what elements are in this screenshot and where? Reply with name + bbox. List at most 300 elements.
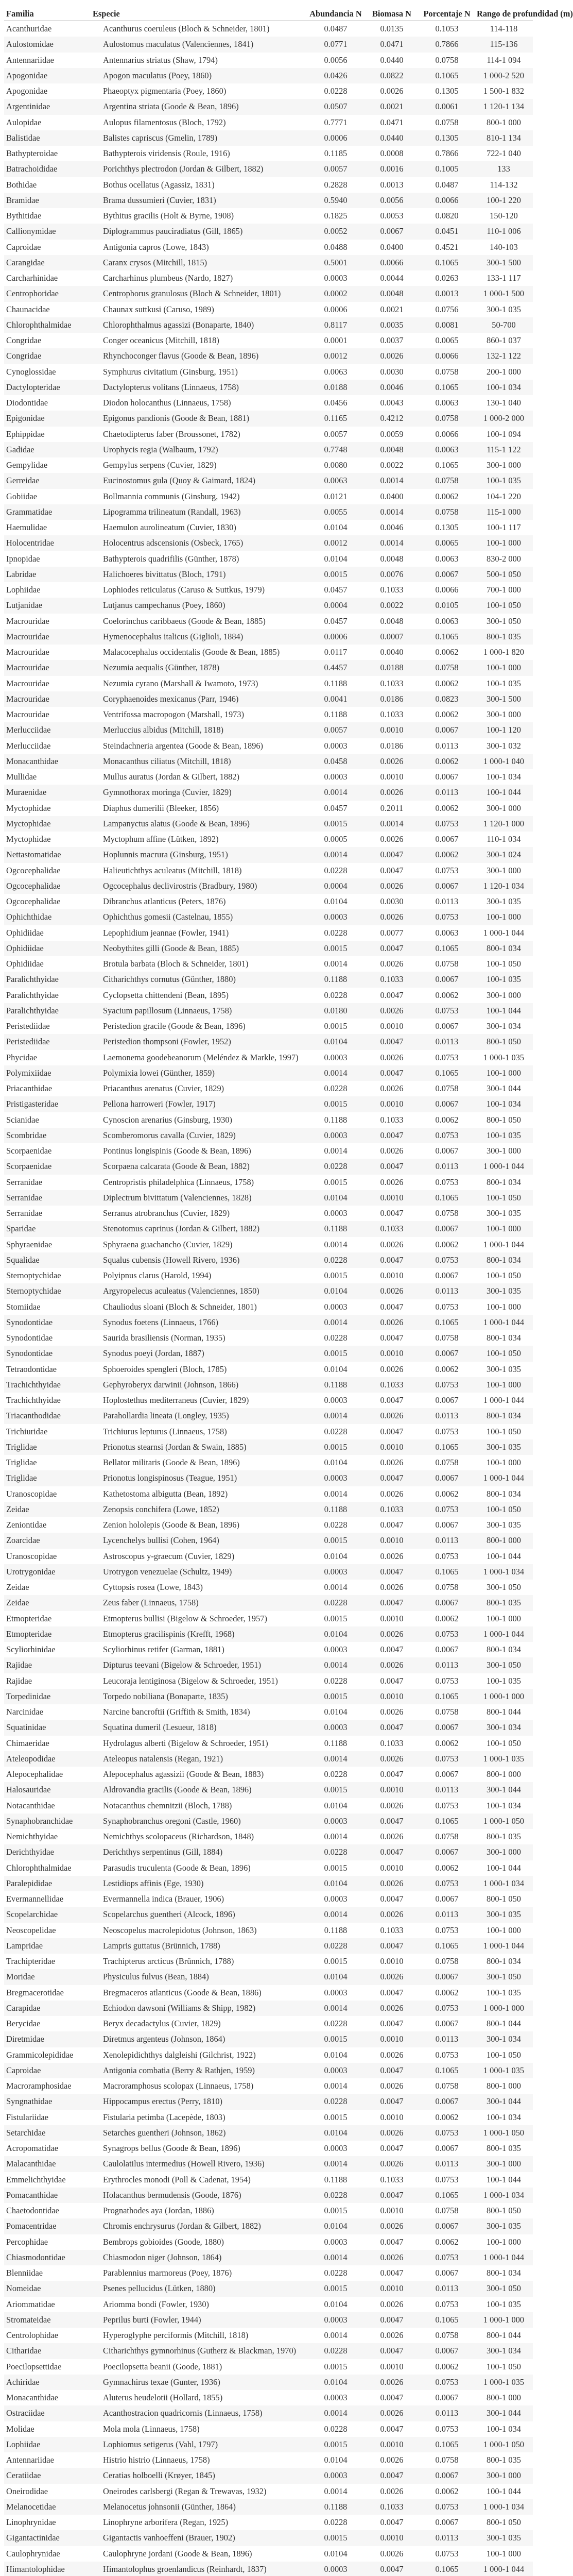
- percentage-cell: 0.1065: [419, 1564, 475, 1580]
- biomass-cell: 0.0047: [380, 2393, 404, 2403]
- species-cell: Dibranchus atlanticus (Peters, 1876): [103, 896, 226, 907]
- depth-range-cell: 100-1 034: [487, 772, 521, 782]
- abundance-cell: 0.1188: [307, 1221, 364, 1236]
- table-row: [4, 1720, 533, 1735]
- abundance-cell: 0.0015: [324, 1021, 348, 1031]
- species-cell: Fistularia petimba (Lacepède, 1803): [103, 2112, 225, 2122]
- abundance-cell: 0.0228: [324, 1333, 348, 1343]
- abundance-cell: 0.0015: [307, 2530, 364, 2546]
- family-cell: Gerreidae: [4, 473, 91, 488]
- depth-range-cell: 300-1 500: [475, 691, 533, 707]
- biomass-cell: 0.0047: [380, 2424, 404, 2434]
- biomass-cell: 0.0067: [364, 224, 419, 239]
- family-cell: Uranoscopidae: [6, 1551, 57, 1561]
- percentage-cell: 0.1065: [419, 380, 475, 395]
- species-cell: Gymnachirus texae (Gunter, 1936): [91, 2375, 307, 2390]
- percentage-cell: 0.0062: [435, 1364, 459, 1374]
- table-row: [4, 2328, 533, 2343]
- family-cell: Macrouridae: [6, 709, 49, 720]
- biomass-cell: 0.0822: [364, 68, 419, 83]
- percentage-cell: 0.0753: [435, 1426, 459, 1436]
- table-row: [4, 1938, 533, 1954]
- table-row: [4, 1159, 533, 1174]
- depth-range-cell: 1 000-2 520: [475, 68, 533, 83]
- depth-range-cell: 114-1 094: [487, 55, 521, 65]
- species-cell: Prognathodes aya (Jordan, 1886): [103, 2206, 214, 2216]
- abundance-cell: 0.0002: [307, 286, 364, 301]
- depth-range-cell: 500-1 050: [475, 567, 533, 582]
- species-cell: Cynoscion arenarius (Ginsburg, 1930): [103, 1114, 232, 1125]
- biomass-cell: 0.0047: [364, 1720, 419, 1735]
- percentage-cell: 0.0065: [419, 535, 475, 551]
- percentage-cell: 0.0081: [419, 317, 475, 333]
- depth-range-cell: 800-1 034: [487, 1645, 521, 1655]
- family-cell: Ipnopidae: [6, 553, 40, 564]
- depth-range-cell: 100-1 000: [475, 535, 533, 551]
- biomass-cell: 0.0014: [364, 473, 419, 488]
- family-cell: Berycidae: [6, 2019, 41, 2029]
- table-row: [4, 1814, 533, 1829]
- depth-range-cell: 300-1 000: [487, 709, 521, 720]
- table-row: [4, 1221, 533, 1236]
- family-cell: Macroramphosidae: [6, 2081, 72, 2091]
- table-row: [4, 1595, 533, 1611]
- biomass-cell: 0.0026: [364, 1283, 419, 1299]
- table-row: [4, 722, 533, 738]
- percentage-cell: 0.0062: [435, 803, 459, 813]
- table-row: [4, 2390, 533, 2405]
- table-row: [4, 1190, 533, 1206]
- percentage-cell: 0.0753: [435, 1551, 459, 1561]
- family-cell: Carcharhinidae: [6, 273, 58, 283]
- species-cell: Synodus poeyi (Jordan, 1887): [91, 1346, 307, 1361]
- percentage-cell: 0.1065: [419, 1689, 475, 1704]
- percentage-cell: 0.0067: [435, 1645, 459, 1655]
- percentage-cell: 0.1065: [419, 941, 475, 956]
- percentage-cell: 0.0105: [419, 598, 475, 613]
- abundance-cell: 0.0003: [307, 1470, 364, 1486]
- species-cell: Synodus foetens (Linnaeus, 1766): [91, 1315, 307, 1330]
- percentage-cell: 0.0063: [419, 442, 475, 457]
- family-cell: Bothidae: [6, 179, 37, 190]
- abundance-cell: 0.0104: [307, 1283, 364, 1299]
- species-cell: Oneirodes carlsbergi (Regan & Trewavas, 1932): [103, 2486, 267, 2496]
- species-cell: Histrio histrio (Linnaeus, 1758): [103, 2455, 210, 2465]
- abundance-cell: 0.0104: [307, 1190, 364, 1206]
- table-row: [4, 1549, 533, 1564]
- family-cell: Paralepididae: [4, 1876, 91, 1891]
- family-cell: Scorpaenidae: [6, 1146, 52, 1156]
- percentage-cell: 0.0113: [419, 1782, 475, 1798]
- abundance-cell: 0.0012: [307, 348, 364, 364]
- species-cell: Dactylopterus volitans (Linnaeus, 1758): [91, 380, 307, 395]
- biomass-cell: 0.0026: [364, 1907, 419, 1922]
- species-cell: Setarches guentheri (Johnson, 1862): [91, 2125, 307, 2141]
- family-cell: Fistulariidae: [6, 2112, 48, 2122]
- biomass-cell: 0.0026: [364, 2156, 419, 2172]
- table-row: [4, 1642, 533, 1657]
- family-cell: Dactylopteridae: [4, 380, 91, 395]
- percentage-cell: 0.0067: [419, 1346, 475, 1361]
- biomass-cell: 0.0010: [380, 772, 404, 782]
- abundance-cell: 0.0456: [324, 398, 348, 408]
- depth-range-cell: 800-1 034: [487, 1488, 521, 1499]
- table-row: [4, 1470, 533, 1486]
- percentage-cell: 0.0753: [435, 2548, 459, 2558]
- percentage-cell: 0.0067: [435, 1270, 459, 1281]
- species-cell: Hydrolagus alberti (Bigelow & Schroeder, 1951): [103, 1738, 268, 1748]
- biomass-cell: 0.0048: [364, 442, 419, 457]
- species-cell: Dipturus teevani (Bigelow & Schroeder, 1951): [91, 1657, 307, 1673]
- depth-range-cell: 300-1 000: [487, 803, 521, 813]
- abundance-cell: 0.0003: [324, 1395, 348, 1405]
- biomass-cell: 0.1033: [380, 709, 404, 720]
- abundance-cell: 0.0015: [324, 2112, 348, 2122]
- abundance-cell: 0.0015: [307, 941, 364, 956]
- biomass-cell: 0.0047: [380, 1301, 404, 1312]
- depth-range-cell: 300-1 000: [487, 1146, 521, 1156]
- biomass-cell: 0.0026: [380, 834, 404, 844]
- biomass-cell: 0.0026: [364, 909, 419, 925]
- depth-range-cell: 100-1 050: [487, 1738, 521, 1748]
- table-row: [4, 224, 533, 239]
- biomass-cell: 0.0048: [380, 616, 404, 626]
- family-cell: Linophrynidae: [6, 2517, 56, 2528]
- family-cell: Congridae: [6, 335, 42, 346]
- depth-range-cell: 800-1 035: [487, 1832, 521, 1842]
- abundance-cell: 0.0014: [324, 1488, 348, 1499]
- depth-range-cell: 200-1 000: [487, 366, 521, 377]
- depth-range-cell: 100-1 050: [475, 1502, 533, 1517]
- column-header-abundance: Abundancia N: [307, 7, 364, 21]
- percentage-cell: 0.0067: [435, 772, 459, 782]
- family-cell: Scianidae: [6, 1114, 39, 1125]
- percentage-cell: 0.0067: [435, 1520, 459, 1530]
- depth-range-cell: 300-1 035: [487, 1208, 521, 1218]
- depth-range-cell: 100-1 000: [475, 660, 533, 675]
- abundance-cell: 0.0012: [307, 535, 364, 551]
- species-cell: Cyttopsis rosea (Lowe, 1843): [103, 1582, 203, 1592]
- percentage-cell: 0.0758: [419, 504, 475, 520]
- percentage-cell: 0.0067: [419, 1720, 475, 1735]
- species-cell: Physiculus fulvus (Bean, 1884): [91, 1969, 307, 1985]
- column-header-species: Especie: [91, 7, 307, 21]
- species-cell: Lepophidium jeannae (Fowler, 1941): [103, 927, 229, 938]
- species-cell: Mola mola (Linnaeus, 1758): [103, 2424, 200, 2434]
- table-row: [4, 707, 533, 722]
- table-row: [4, 1346, 533, 1361]
- abundance-cell: 0.0063: [307, 473, 364, 488]
- species-cell: Ceratias holboelli (Krøyer, 1845): [91, 2468, 307, 2483]
- percentage-cell: 0.0067: [435, 2517, 459, 2528]
- abundance-cell: 0.0014: [324, 1582, 348, 1592]
- biomass-cell: 0.0026: [380, 1364, 404, 1374]
- biomass-cell: 0.0026: [364, 1876, 419, 1891]
- biomass-cell: 0.0014: [364, 816, 419, 832]
- biomass-cell: 0.0047: [380, 865, 404, 875]
- biomass-cell: 0.0047: [380, 1645, 404, 1655]
- family-cell: Peristediidae: [4, 1034, 91, 1049]
- biomass-cell: 0.0026: [380, 2486, 404, 2496]
- family-cell: Lampridae: [4, 1938, 91, 1954]
- percentage-cell: 0.0758: [435, 1582, 459, 1592]
- biomass-cell: 0.0047: [380, 1395, 404, 1405]
- table-row: [4, 1844, 533, 1860]
- species-cell: Hoplostethus mediterraneus (Cuvier, 1829): [103, 1395, 249, 1405]
- biomass-cell: 0.0014: [364, 535, 419, 551]
- family-cell: Zeidae: [6, 1582, 29, 1592]
- biomass-cell: 0.0047: [380, 1894, 404, 1904]
- percentage-cell: 0.0753: [419, 2499, 475, 2515]
- table-row: [4, 302, 533, 317]
- percentage-cell: 0.0063: [435, 553, 459, 564]
- depth-range-cell: 1 120-1 000: [475, 816, 533, 832]
- depth-range-cell: 100-1 050: [487, 959, 521, 969]
- percentage-cell: 0.0758: [419, 473, 475, 488]
- table-row: [4, 2484, 533, 2499]
- depth-range-cell: 100-1 044: [487, 2174, 521, 2184]
- family-cell: Melanocetidae: [4, 2499, 91, 2515]
- biomass-cell: 0.0026: [380, 2081, 404, 2091]
- biomass-cell: 0.0077: [380, 927, 404, 938]
- table-row: [4, 567, 533, 582]
- biomass-cell: 0.0046: [364, 380, 419, 395]
- species-cell: Sphyraena guachancho (Cuvier, 1829): [103, 1239, 233, 1249]
- biomass-cell: 0.0047: [364, 1844, 419, 1860]
- percentage-cell: 0.0067: [419, 1844, 475, 1860]
- species-cell: Priacanthus arenatus (Cuvier, 1829): [103, 1083, 224, 1094]
- abundance-cell: 0.0015: [307, 1533, 364, 1548]
- species-cell: Lycenchelys bullisi (Cohen, 1964): [91, 1533, 307, 1548]
- family-cell: Pomacanthidae: [4, 2188, 91, 2203]
- abundance-cell: 0.0426: [307, 68, 364, 83]
- family-cell: Ostraciidae: [4, 2405, 91, 2421]
- percentage-cell: 0.0758: [435, 1333, 459, 1343]
- depth-range-cell: 100-1 034: [475, 380, 533, 395]
- depth-range-cell: 800-1 050: [487, 1114, 521, 1125]
- biomass-cell: 0.1033: [380, 1114, 404, 1125]
- table-row: [4, 2031, 533, 2047]
- abundance-cell: 0.0104: [324, 1551, 348, 1561]
- percentage-cell: 0.0753: [435, 2299, 459, 2309]
- table-row: [4, 1362, 533, 1377]
- percentage-cell: 0.0067: [419, 2218, 475, 2234]
- family-cell: Ateleopodidae: [4, 1751, 91, 1767]
- depth-range-cell: 800-1 050: [487, 2517, 521, 2528]
- family-cell: Setarchidae: [4, 2125, 91, 2141]
- table-row: [4, 1175, 533, 1190]
- abundance-cell: 0.0015: [324, 2361, 348, 2371]
- depth-range-cell: 300-1 035: [475, 1907, 533, 1922]
- abundance-cell: 0.0006: [324, 304, 348, 314]
- species-cell: Squatina dumeril (Lesueur, 1818): [91, 1720, 307, 1735]
- depth-range-cell: 300-1 050: [487, 616, 521, 626]
- table-row: [4, 769, 533, 785]
- percentage-cell: 0.1065: [419, 629, 475, 645]
- species-cell: Pontinus longispinis (Goode & Bean, 1896): [103, 1146, 251, 1156]
- abundance-cell: 0.0228: [324, 1520, 348, 1530]
- abundance-cell: 0.0228: [324, 2517, 348, 2528]
- percentage-cell: 0.0067: [419, 878, 475, 894]
- biomass-cell: 0.0047: [364, 941, 419, 956]
- family-cell: Ophidiidae: [6, 959, 44, 969]
- depth-range-cell: 115-136: [475, 37, 533, 52]
- depth-range-cell: 115-1 000: [475, 504, 533, 520]
- family-cell: Ophidiidae: [6, 927, 44, 938]
- table-row: [4, 1455, 533, 1470]
- biomass-cell: 0.0047: [364, 1252, 419, 1268]
- abundance-cell: 0.7748: [307, 442, 364, 457]
- abundance-cell: 0.1188: [324, 1114, 348, 1125]
- species-cell: Nemichthys scolopaceus (Richardson, 1848): [103, 1832, 254, 1842]
- biomass-cell: 0.0010: [364, 2031, 419, 2047]
- percentage-cell: 0.0062: [435, 647, 459, 657]
- percentage-cell: 0.0753: [435, 1925, 459, 1935]
- depth-range-cell: 300-1 000: [487, 865, 521, 875]
- biomass-cell: 0.0047: [364, 1159, 419, 1174]
- abundance-cell: 0.0014: [307, 1315, 364, 1330]
- depth-range-cell: 110-1 034: [487, 834, 521, 844]
- biomass-cell: 0.0026: [364, 1003, 419, 1019]
- percentage-cell: 0.0758: [435, 366, 459, 377]
- species-cell: Ventrifossa macropogon (Marshall, 1973): [103, 709, 245, 720]
- percentage-cell: 0.1065: [419, 1315, 475, 1330]
- family-cell: Scorpaenidae: [4, 1159, 91, 1174]
- biomass-cell: 0.0059: [380, 429, 404, 439]
- species-cell: Chiasmodon niger (Johnson, 1864): [91, 2250, 307, 2265]
- table-row: [4, 1081, 533, 1096]
- species-cell: Merluccius albidus (Mitchill, 1818): [91, 722, 307, 738]
- abundance-cell: 0.0458: [307, 754, 364, 769]
- biomass-cell: 0.0056: [364, 193, 419, 208]
- depth-range-cell: 115-1 122: [475, 442, 533, 457]
- table-row: [4, 21, 533, 37]
- species-cell: Parasudis truculenta (Goode & Bean, 1896): [103, 1862, 251, 1873]
- abundance-cell: 0.1188: [307, 1377, 364, 1393]
- family-cell: Ariommatidae: [6, 2299, 55, 2309]
- species-cell: Scyliorhinus retifer (Garman, 1881): [103, 1645, 224, 1655]
- abundance-cell: 0.0003: [307, 1720, 364, 1735]
- depth-range-cell: 300-1 035: [487, 1364, 521, 1374]
- biomass-cell: 0.0046: [380, 522, 404, 533]
- abundance-cell: 0.0003: [324, 1301, 348, 1312]
- biomass-cell: 0.0047: [380, 1208, 404, 1218]
- species-cell: Synagrops bellus (Goode & Bean, 1896): [103, 2143, 240, 2154]
- family-cell: Diodontidae: [6, 398, 48, 408]
- percentage-cell: 0.1065: [419, 2188, 475, 2203]
- abundance-cell: 0.0228: [324, 2424, 348, 2434]
- table-row: [4, 1767, 533, 1782]
- depth-range-cell: 1 000-1 034: [475, 2499, 533, 2515]
- abundance-cell: 0.0228: [324, 990, 348, 1000]
- biomass-cell: 0.0053: [380, 211, 404, 221]
- family-cell: Polymixiidae: [4, 1065, 91, 1081]
- family-cell: Chlorophthalmidae: [6, 1862, 72, 1873]
- table-row: [4, 1128, 533, 1143]
- abundance-cell: 0.0104: [324, 1707, 348, 1717]
- depth-range-cell: 800-1 000: [475, 1533, 533, 1548]
- percentage-cell: 0.0758: [435, 55, 459, 65]
- abundance-cell: 0.1825: [324, 211, 348, 221]
- percentage-cell: 0.0063: [435, 927, 459, 938]
- table-row: [4, 1533, 533, 1548]
- species-cell: Ateleopus natalensis (Regan, 1921): [91, 1751, 307, 1767]
- abundance-cell: 0.0057: [324, 429, 348, 439]
- biomass-cell: 0.0010: [364, 2530, 419, 2546]
- species-cell: Apogon maculatus (Poey, 1860): [91, 68, 307, 83]
- family-cell: Rajidae: [6, 1675, 32, 1686]
- table-row: [4, 801, 533, 816]
- abundance-cell: 0.0057: [307, 722, 364, 738]
- depth-range-cell: 1 000-1 050: [475, 2437, 533, 2452]
- depth-range-cell: 1 120-1 034: [475, 878, 533, 894]
- biomass-cell: 0.0047: [364, 1564, 419, 1580]
- depth-range-cell: 100-1 035: [475, 972, 533, 987]
- table-row: [4, 99, 533, 114]
- abundance-cell: 0.7771: [324, 117, 348, 127]
- percentage-cell: 0.0013: [419, 286, 475, 301]
- abundance-cell: 0.0015: [324, 1613, 348, 1623]
- species-cell: Malacocephalus occidentalis (Goode & Bean, 1885): [103, 647, 280, 657]
- species-cell: Acanthurus coeruleus (Bloch & Schneider, 1801): [103, 24, 270, 34]
- biomass-cell: 0.2011: [380, 803, 404, 813]
- species-cell: Aldrovandia gracilis (Goode & Bean, 1896): [91, 1782, 307, 1798]
- depth-range-cell: 110-1 006: [475, 224, 533, 239]
- family-cell: Ophichthidae: [4, 909, 91, 925]
- table-row: [4, 2375, 533, 2390]
- biomass-cell: 0.0186: [380, 740, 404, 751]
- depth-range-cell: 300-1 034: [475, 2343, 533, 2359]
- biomass-cell: 0.0471: [364, 37, 419, 52]
- table-row: [4, 1019, 533, 1034]
- family-cell: Balistidae: [4, 130, 91, 146]
- percentage-cell: 0.0753: [419, 1502, 475, 1517]
- depth-range-cell: 800-1 050: [487, 2206, 521, 2216]
- percentage-cell: 0.0067: [435, 2268, 459, 2278]
- abundance-cell: 0.0104: [307, 2218, 364, 2234]
- depth-range-cell: 300-1 000: [475, 1844, 533, 1860]
- species-cell: Psenes pellucidus (Lütken, 1880): [91, 2281, 307, 2296]
- depth-range-cell: 300-1 035: [475, 1439, 533, 1455]
- percentage-cell: 0.0753: [419, 1876, 475, 1891]
- species-cell: Aulopus filamentosus (Bloch, 1792): [103, 117, 226, 127]
- biomass-cell: 0.0026: [380, 1239, 404, 1249]
- species-cell: Diretmus argenteus (Johnson, 1864): [91, 2031, 307, 2047]
- biomass-cell: 0.0026: [380, 1177, 404, 1187]
- biomass-cell: 0.0026: [364, 878, 419, 894]
- species-cell: Derichthys serpentinus (Gill, 1884): [91, 1844, 307, 1860]
- depth-range-cell: 800-1 035: [475, 629, 533, 645]
- abundance-cell: 0.0015: [324, 2206, 348, 2216]
- depth-range-cell: 300-1 034: [475, 1720, 533, 1735]
- species-table: [4, 7, 573, 2576]
- table-row: [4, 1096, 533, 1112]
- abundance-cell: 0.0457: [324, 803, 348, 813]
- depth-range-cell: 300-1 050: [475, 1657, 533, 1673]
- family-cell: Gigantactinidae: [4, 2530, 91, 2546]
- species-cell: Peprilus burti (Fowler, 1944): [91, 2312, 307, 2328]
- abundance-cell: 0.0014: [324, 2330, 348, 2341]
- biomass-cell: 0.0030: [380, 896, 404, 907]
- percentage-cell: 0.0061: [419, 99, 475, 114]
- family-cell: Trachichthyidae: [6, 1395, 61, 1405]
- species-cell: Halieutichthys aculeatus (Mitchill, 1818): [103, 865, 242, 875]
- table-row: [4, 2312, 533, 2328]
- biomass-cell: 0.0047: [380, 1426, 404, 1436]
- family-cell: Congridae: [4, 348, 91, 364]
- table-row: [4, 1486, 533, 1502]
- family-cell: Scyliorhinidae: [6, 1645, 56, 1655]
